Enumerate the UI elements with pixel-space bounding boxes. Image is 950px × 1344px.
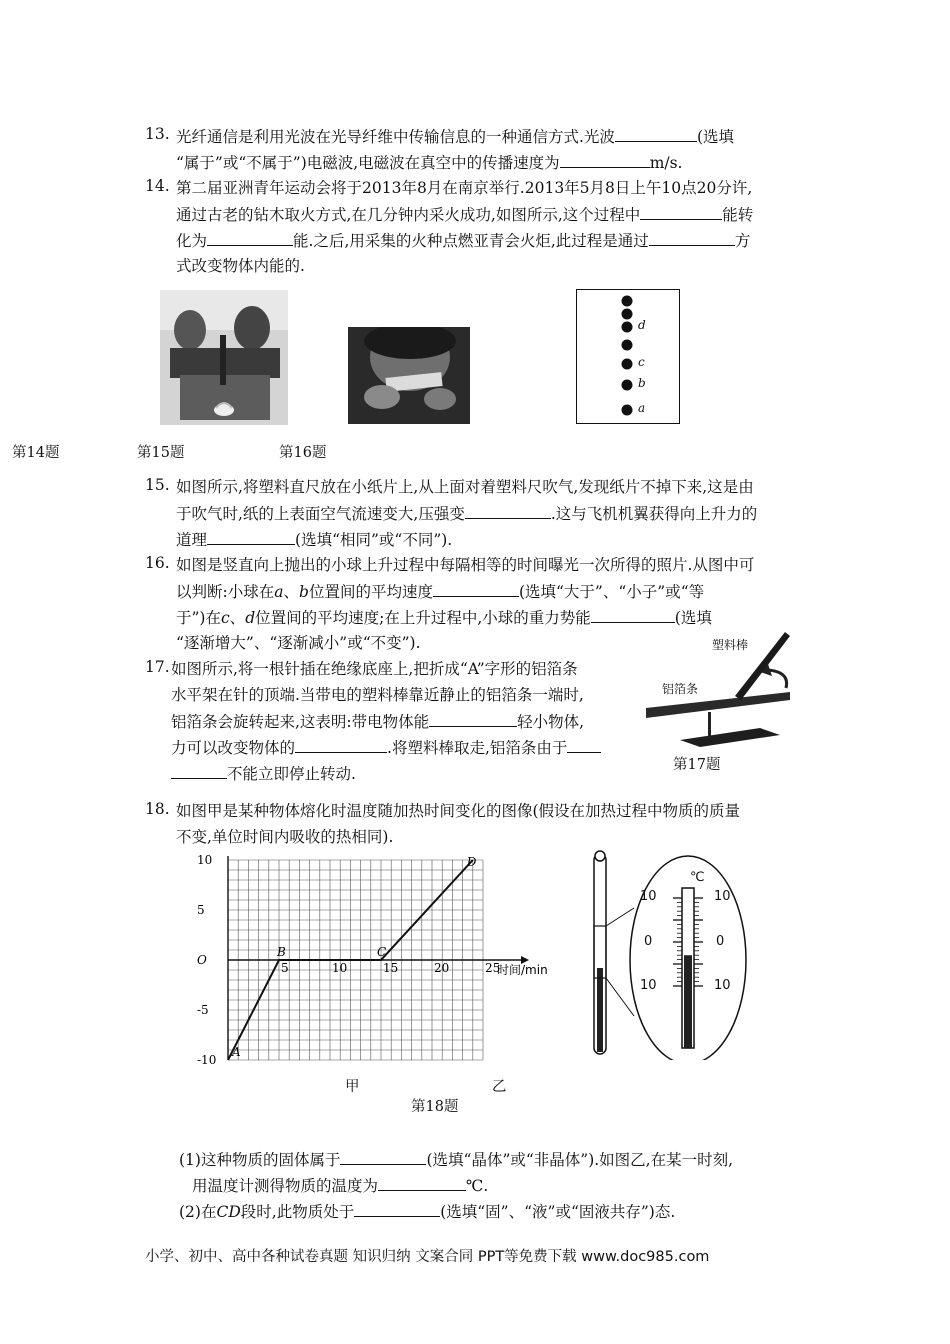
- q16-text: 位置间的平均速度;在上升过程中,小球的重力势能: [255, 609, 591, 627]
- point-label-c: C: [377, 945, 387, 959]
- var-a: a: [274, 583, 284, 601]
- foil-rotation-figure: [640, 632, 790, 748]
- q14-text: 能.之后,用采集的火种点燃亚青会火炬,此过程是通过: [293, 232, 649, 250]
- ball-image: [622, 322, 633, 333]
- melting-curve-chart: [195, 848, 555, 1080]
- figure-caption: 第15题: [137, 445, 185, 461]
- q15-text: .这与飞机机翼获得向上升力的: [550, 505, 758, 523]
- point-label-b: B: [277, 945, 286, 959]
- q18-text: (选填“晶体”或“非晶体”).如图乙,在某一时刻,: [426, 1151, 734, 1169]
- q16-text: 以判断:小球在: [176, 583, 275, 601]
- q17-text: .将塑料棒取走,铝箔条由于: [387, 739, 568, 757]
- q14-text: 能转: [722, 206, 754, 224]
- liquid-column: [684, 955, 692, 1048]
- question-number: 18.: [145, 800, 170, 818]
- figure-caption: 第14题: [12, 445, 60, 461]
- rod-label: 塑料棒: [712, 638, 749, 652]
- ball-image: [622, 359, 633, 370]
- answer-blank[interactable]: [649, 229, 735, 246]
- q18-text: (选填“固”、“液”或“固液共存”)态.: [440, 1203, 676, 1221]
- scale-label-right: 0: [716, 934, 725, 949]
- question-number: 15.: [145, 476, 170, 494]
- scale-label-right: 10: [714, 978, 731, 993]
- scale-label-left: 10: [640, 889, 657, 904]
- x-tick-label: 20: [434, 961, 450, 975]
- scale-label-left: 10: [640, 978, 657, 993]
- q13-text: (选填: [696, 128, 734, 146]
- y-tick-label: O: [197, 953, 207, 967]
- question-number: 16.: [145, 554, 170, 572]
- q17-text: 铝箔条会旋转起来,这表明:带电物体能: [171, 713, 430, 731]
- q18-text: 段时,此物质处于: [240, 1203, 355, 1221]
- answer-blank[interactable]: [207, 229, 293, 246]
- answer-blank[interactable]: [340, 1148, 426, 1165]
- blow-ruler-photo: [348, 327, 470, 424]
- footer-note: 小学、初中、高中各种试卷真题 知识归纳 文案合同 PPT等免费下载 www.doc985.com: [145, 1249, 710, 1265]
- x-tick-label: 10: [332, 961, 348, 975]
- q15-text: 如图所示,将塑料直尺放在小纸片上,从上面对着塑料尺吹气,发现纸片不掉下来,这是由: [176, 478, 754, 496]
- q16-text: (选填“大于”、“小子”或“等: [518, 583, 705, 601]
- q17-text: 轻小物体,: [517, 713, 585, 731]
- x-tick-label: 25: [485, 961, 501, 975]
- q16-text: 、: [229, 609, 246, 627]
- answer-blank[interactable]: [560, 151, 650, 168]
- answer-blank[interactable]: [615, 125, 697, 142]
- ball-label-c: c: [638, 355, 645, 369]
- q16-text: (选填: [674, 609, 712, 627]
- q17-text: 不能立即停止转动.: [227, 765, 356, 783]
- y-tick-label: 10: [197, 853, 213, 867]
- x-tick-label: 5: [281, 961, 289, 975]
- q15-text: 道理: [176, 531, 208, 549]
- answer-blank[interactable]: [465, 502, 551, 519]
- ball-image: [622, 296, 633, 307]
- point-label-a: A: [232, 1045, 241, 1059]
- q18-text: ℃.: [466, 1177, 489, 1195]
- q14-text: 方: [734, 232, 751, 250]
- x-axis-label: 时间/min: [497, 963, 548, 977]
- q17-text: 如图所示,将一根针插在绝缘底座上,把折成“A”字形的铝箔条: [171, 660, 578, 678]
- ball-image: [622, 405, 633, 416]
- answer-blank[interactable]: [207, 528, 295, 545]
- y-tick-label: -10: [197, 1053, 217, 1067]
- q13-text: “属于”或“不属于”)电磁波,电磁波在真空中的传播速度为: [176, 154, 560, 172]
- point-label-d: D: [466, 855, 477, 869]
- q16-text: 于”)在: [176, 609, 221, 627]
- thermometer-figure: [588, 848, 748, 1060]
- answer-blank[interactable]: [295, 736, 387, 753]
- answer-blank[interactable]: [354, 1200, 440, 1217]
- figure-caption: 第18题: [411, 1099, 459, 1115]
- q14-text: 化为: [176, 232, 208, 250]
- ball-image: [622, 340, 633, 351]
- answer-blank[interactable]: [429, 710, 517, 727]
- q18-text: 用温度计测得物质的温度为: [192, 1177, 379, 1195]
- q18-text: (2)在: [179, 1203, 217, 1221]
- foil-label: 铝箔条: [662, 682, 699, 696]
- strobe-ball-figure: [576, 289, 680, 424]
- q18-text: 不变,单位时间内吸收的热相同).: [176, 828, 394, 846]
- q18-text: 如图甲是某种物体熔化时温度随加热时间变化的图像(假设在加热过程中物质的质量: [176, 802, 741, 820]
- question-number: 14.: [145, 177, 170, 195]
- ball-label-a: a: [638, 401, 646, 415]
- scale-label-right: 10: [714, 889, 731, 904]
- answer-blank[interactable]: [433, 580, 519, 597]
- var-cd: CD: [216, 1203, 241, 1221]
- question-number: 13.: [145, 125, 170, 143]
- x-tick-label: 15: [383, 961, 399, 975]
- q16-text: 位置间的平均速度: [308, 583, 433, 601]
- q13-text: 光纤通信是利用光波在光导纤维中传输信息的一种通信方式.光波: [176, 128, 615, 146]
- ball-label-d: d: [638, 318, 646, 332]
- ball-image: [622, 380, 633, 391]
- figure-caption: 第16题: [279, 445, 327, 461]
- q16-text: “逐渐增大”、“逐渐减小”或“不变”).: [176, 634, 421, 652]
- q18-text: (1)这种物质的固体属于: [179, 1151, 341, 1169]
- q16-text: 、: [283, 583, 299, 601]
- q14-text: 第二届亚洲青年运动会将于2013年8月在南京举行.2013年5月8日上午10点20分许,: [176, 179, 753, 197]
- question-number: 17.: [145, 658, 170, 676]
- figure-caption: 第17题: [673, 757, 721, 773]
- ball-image: [622, 309, 633, 320]
- label-yi: 乙: [492, 1079, 507, 1095]
- q15-text: 于吹气时,纸的上表面空气流速变大,压强变: [176, 505, 465, 523]
- scale-label-left: 0: [644, 934, 653, 949]
- q15-text: (选填“相同”或“不同”).: [295, 531, 453, 549]
- answer-blank[interactable]: [567, 736, 601, 753]
- q17-text: 力可以改变物体的: [171, 739, 296, 757]
- drill-fire-photo: [160, 290, 288, 425]
- q13-text: m/s.: [649, 154, 683, 172]
- y-tick-label: -5: [197, 1003, 209, 1017]
- q14-text: 通过古老的钻木取火方式,在几分钟内采火成功,如图所示,这个过程中: [176, 206, 641, 224]
- ball-label-b: b: [638, 376, 646, 390]
- var-d: d: [245, 609, 256, 627]
- label-jia: 甲: [345, 1079, 360, 1095]
- answer-blank[interactable]: [591, 606, 675, 623]
- q16-text: 如图是竖直向上抛出的小球上升过程中每隔相等的时间曝光一次所得的照片.从图中可: [176, 556, 755, 574]
- var-c: c: [220, 609, 230, 627]
- y-tick-label: 5: [197, 903, 205, 917]
- answer-blank[interactable]: [640, 203, 722, 220]
- var-b: b: [299, 583, 309, 601]
- q17-text: 水平架在针的顶端.当带电的塑料棒靠近静止的铝箔条一端时,: [171, 686, 584, 704]
- unit-label: ℃: [690, 870, 705, 885]
- answer-blank[interactable]: [171, 762, 227, 779]
- answer-blank[interactable]: [378, 1174, 466, 1191]
- q14-text: 式改变物体内能的.: [176, 257, 305, 275]
